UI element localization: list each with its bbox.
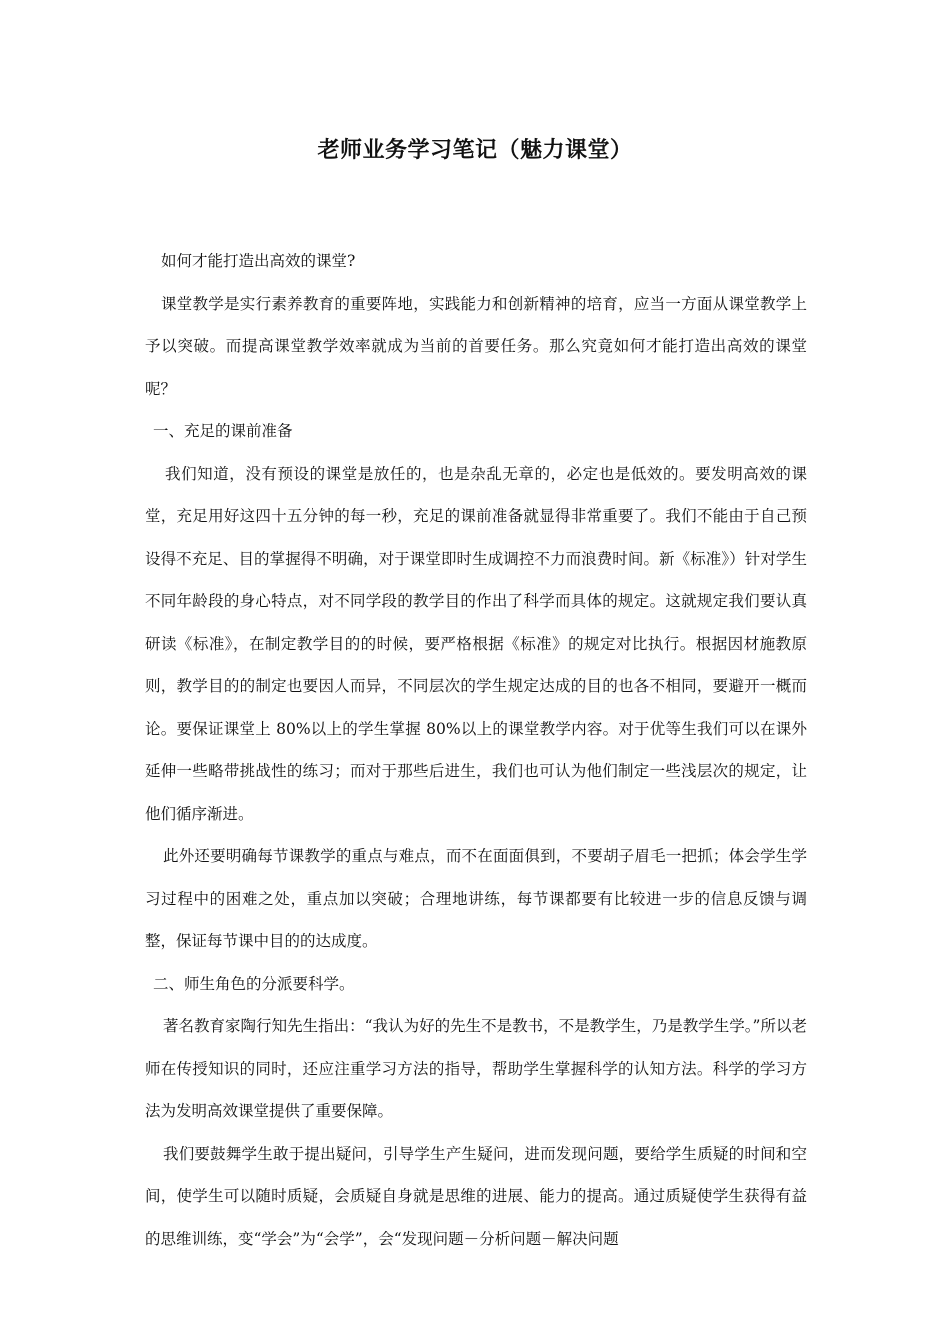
paragraph-questioning: 我们要鼓舞学生敢于提出疑问，引导学生产生疑问，进而发现问题，要给学生质疑的时间和空间，使学生可以随时质疑，会质疑自身就是思维的进展、能力的提高。通过质疑使学生获得有益的思维训练，变“学会”为“会学”，会“发现问题－分析问题－解决问题 [145, 1144, 807, 1248]
paragraph-intro: 课堂教学是实行素养教育的重要阵地，实践能力和创新精神的培育，应当一方面从课堂教学上予以突破。而提高课堂教学效率就成为当前的首要任务。那么究竟如何才能打造出高效的课堂呢？ [145, 294, 807, 398]
paragraph-key-points: 此外还要明确每节课教学的重点与难点，而不在面面俱到，不要胡子眉毛一把抓；体会学生学习过程中的困难之处，重点加以突破；合理地讲练，每节课都要有比较进一步的信息反馈与调整，保证每节课中目的的达成度。 [145, 847, 807, 950]
document-title: 老师业务学习笔记（魅力课堂） [317, 137, 633, 163]
paragraph-question: 如何才能打造出高效的课堂? [161, 252, 356, 270]
document-body [145, 240, 807, 1260]
paragraph-tao-xingzhi: 著名教育家陶行知先生指出：“我认为好的先生不是教书，不是教学生，乃是教学生学。”所以老师在传授知识的同时，还应注重学习方法的指导，帮助学生掌握科学的认知方法。科学的学习方法为发明高效课堂提供了重要保障。 [145, 1017, 807, 1120]
paragraph-preparation: 我们知道，没有预设的课堂是放任的，也是杂乱无章的，必定也是低效的。要发明高效的课堂，充足用好这四十五分钟的每一秒，充足的课前准备就显得非常重要了。我们不能由于自己预设得不充足、目的掌握得不明确，对于课堂即时生成调控不力而浪费时间。新《标准》）针对学生不同年龄段的身心特点，对不同学段的教学目的作出了科学而具体的规定。这就规定我们要认真研读《标准》，在制定教学目的的时候，要严格根据《标准》的规定对比执行。根据因材施教原则，教学目的的制定也要因人而异，不同层次的学生规定达成的目的也各不相同，要避开一概而论。要保证课堂上 80%以上的学生掌握 80%以上的课堂教学内容。对于优等生我们可以在课外延伸一些略带挑战性的练习；而对于那些后进生，我们也可认为他们制定一些浅层次的规定，让他们循序渐进。 [145, 464, 807, 823]
section-heading-1: 一、充足的课前准备 [153, 422, 293, 440]
section-heading-2: 二、师生角色的分派要科学。 [153, 974, 355, 993]
